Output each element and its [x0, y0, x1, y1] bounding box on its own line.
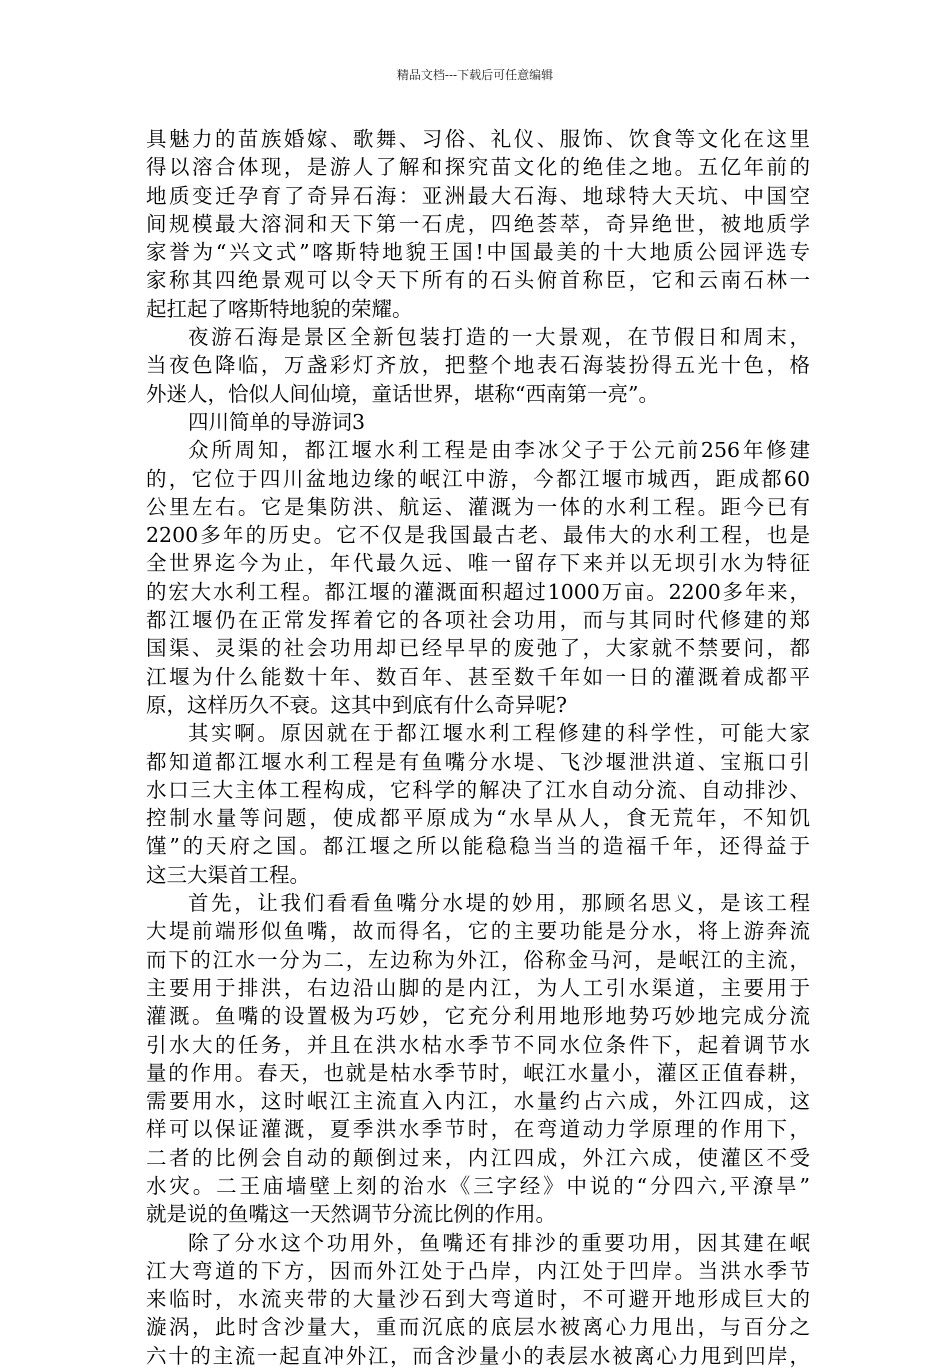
text-line: 样可以保证灌溉，夏季洪水季节时，在弯道动力学原理的作用下， [146, 1117, 810, 1142]
text-line: 而下的江水一分为二，左边称为外江，俗称金马河，是岷江的主流， [146, 947, 810, 972]
text-line: 量的作用。春天，也就是枯水季节时，岷江水量小，灌区正值春耕， [146, 1060, 810, 1085]
text-line: 水口三大主体工程构成，它科学的解决了江水自动分流、自动排沙、 [146, 777, 810, 802]
text-line: 国渠、灵渠的社会功用却已经早早的废弛了，大家就不禁要问，都 [146, 636, 810, 661]
text-line: 当夜色降临，万盏彩灯齐放，把整个地表石海装扮得五光十色，格 [146, 353, 810, 378]
text-line: 漩涡，此时含沙量大，重而沉底的底层水被离心力甩出，与百分之 [146, 1315, 810, 1340]
text-line: 的宏大水利工程。都江堰的灌溉面积超过1000万亩。2200多年来， [146, 579, 810, 604]
text-line: 六十的主流一起直冲外江，而含沙量小的表层水被离心力甩到凹岸， [146, 1343, 810, 1368]
text-line: 具魅力的苗族婚嫁、歌舞、习俗、礼仪、服饰、饮食等文化在这里 [146, 127, 810, 151]
text-line: 引水大的任务，并且在洪水枯水季节不同水位条件下，起着调节水 [146, 1032, 810, 1057]
text-line: 其实啊。原因就在于都江堰水利工程修建的科学性，可能大家 [188, 721, 810, 746]
text-line: 大堤前端形似鱼嘴，故而得名，它的主要功能是分水，将上游奔流 [146, 919, 810, 944]
text-line: 就是说的鱼嘴这一天然调节分流比例的作用。 [146, 1202, 556, 1227]
text-line: 夜游石海是景区全新包装打造的一大景观，在节假日和周末， [188, 325, 810, 350]
text-line: 水灾。二王庙墙壁上刻的治水《三字经》中说的“分四六,平潦旱” [146, 1173, 810, 1198]
text-line: 馑”的天府之国。都江堰之所以能稳稳当当的造福千年，还得益于 [146, 834, 810, 859]
page-header: 精品文档---下载后可任意编辑 [396, 68, 554, 82]
text-line: 起扛起了喀斯特地貌的荣耀。 [146, 296, 413, 321]
text-line: 控制水量等问题，使成都平原成为“水旱从人，食无荒年，不知饥 [146, 806, 810, 831]
document-body [146, 125, 810, 1370]
text-line: 家称其四绝景观可以令天下所有的石头俯首称臣，它和云南石林一 [146, 268, 810, 293]
text-line: 都江堰仍在正常发挥着它的各项社会功用，而与其同时代修建的郑 [146, 608, 810, 633]
text-line: 原，这样历久不衰。这其中到底有什么奇异呢? [146, 692, 567, 717]
text-line: 主要用于排洪，右边沿山脚的是内江，为人工引水渠道，主要用于 [146, 975, 810, 1000]
text-line: 众所周知，都江堰水利工程是由李冰父子于公元前256年修建 [188, 438, 810, 463]
text-line: 需要用水，这时岷江主流直入内江，水量约占六成，外江四成，这 [146, 1089, 810, 1114]
text-line: 二者的比例会自动的颠倒过来，内江四成，外江六成，使灌区不受 [146, 1145, 810, 1170]
text-line: 江堰为什么能数十年、数百年、甚至数千年如一日的灌溉着成都平 [146, 664, 810, 689]
text-line: 的，它位于四川盆地边缘的岷江中游，今都江堰市城西，距成都60 [146, 466, 810, 491]
text-line: 全世界迄今为止，年代最久远、唯一留存下来并以无坝引水为特征 [146, 551, 810, 576]
text-line: 公里左右。它是集防洪、航运、灌溉为一体的水利工程。距今已有 [146, 494, 810, 519]
text-line: 除了分水这个功用外，鱼嘴还有排沙的重要功用，因其建在岷 [188, 1230, 810, 1255]
text-line: 首先，让我们看看鱼嘴分水堤的妙用，那顾名思义，是该工程 [188, 891, 810, 916]
text-line: 这三大渠首工程。 [146, 862, 310, 887]
text-line: 都知道都江堰水利工程是有鱼嘴分水堤、飞沙堰泄洪道、宝瓶口引 [146, 749, 810, 774]
text-line: 外迷人，恰似人间仙境，童话世界，堪称“西南第一亮”。 [146, 381, 659, 406]
text-line: 四川简单的导游词3 [188, 409, 366, 434]
text-line: 江大弯道的下方，因而外江处于凸岸，内江处于凹岸。当洪水季节 [146, 1258, 810, 1283]
text-line: 2200多年的历史。它不仅是我国最古老、最伟大的水利工程，也是 [146, 523, 810, 548]
text-line: 地质变迁孕育了奇异石海：亚洲最大石海、地球特大天坑、中国空 [146, 183, 810, 208]
text-line: 灌溉。鱼嘴的设置极为巧妙，它充分利用地形地势巧妙地完成分流 [146, 1004, 810, 1029]
text-line: 间规模最大溶洞和天下第一石虎，四绝荟萃，奇异绝世，被地质学 [146, 211, 810, 236]
text-line: 来临时，水流夹带的大量沙石到大弯道时，不可避开地形成巨大的 [146, 1287, 810, 1312]
text-line: 得以溶合体现，是游人了解和探究苗文化的绝佳之地。五亿年前的 [146, 155, 810, 180]
text-line: 家誉为“兴文式”喀斯特地貌王国!中国最美的十大地质公园评选专 [146, 240, 810, 265]
